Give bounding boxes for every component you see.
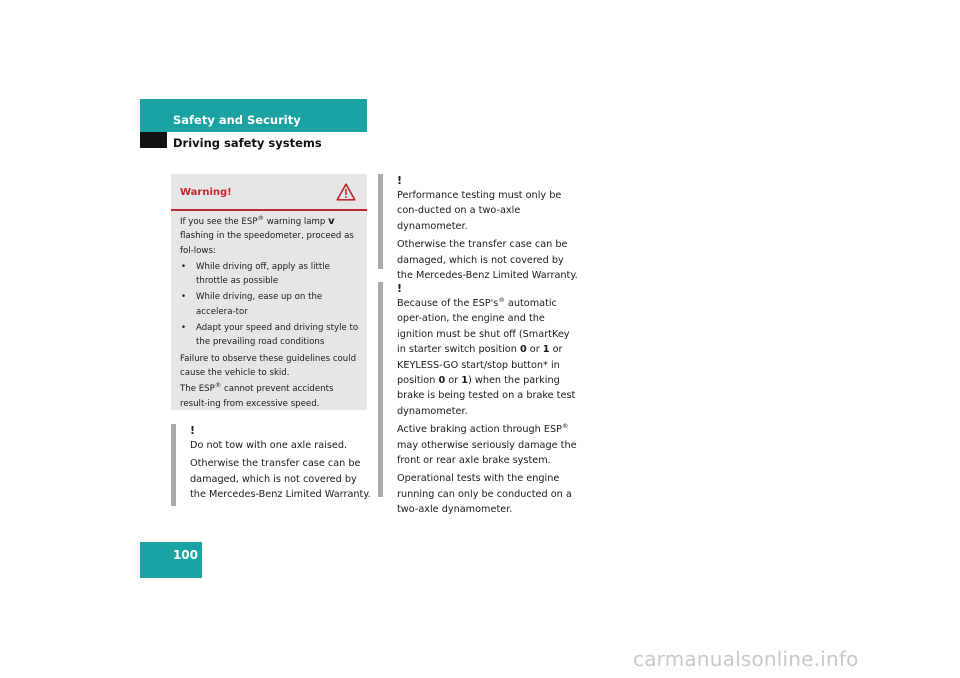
note-esp-brake-test (378, 282, 580, 516)
note-text: Performance testing must only be con-ducted on a two-axle dynamometer. (397, 190, 562, 232)
warning-bullet-list (180, 260, 363, 350)
note-text: Because of the ESP's® automatic oper-ation, the engine and the ignition must be shut off (SmartKey in starter switch position 0 or 1 or KEYLESS-GO start/stop button* in position 0 or 1) when the parking brake is being tested on a brake test dynamometer. (397, 295, 576, 417)
warning-header (171, 174, 367, 211)
warning-triangle-icon (336, 183, 356, 201)
note-text: Operational tests with the engine running can only be conducted on a two-axle dynamometer. (397, 473, 572, 516)
warning-esp-text: The ESP® cannot prevent accidents result-ing from excessive speed. (180, 381, 334, 409)
warning-label: Warning! (180, 187, 232, 198)
note-text: Otherwise the transfer case can be damaged, which is not covered by the Mercedes-Benz Limited Warranty. (397, 239, 578, 282)
section-tab-marker (140, 132, 167, 148)
notice-icon: ! (397, 282, 403, 295)
list-item: • While driving, ease up on the accelera-tor (180, 290, 363, 319)
page-number: 100 (172, 548, 198, 562)
warning-body (180, 215, 363, 413)
page-number-box (140, 542, 202, 578)
esp-warning-lamp-icon: v (328, 216, 335, 227)
list-item: • Adapt your speed and driving style to the prevailing road conditions (180, 321, 363, 350)
notice-icon: ! (190, 424, 196, 437)
warning-box (171, 174, 367, 410)
note-text: Do not tow with one axle raised. (190, 440, 348, 451)
section-title: Safety and Security (173, 113, 301, 127)
warning-failure-text: Failure to observe these guidelines could cause the vehicle to skid. (180, 353, 357, 378)
list-item: • While driving off, apply as little throttle as possible (180, 260, 363, 289)
notice-icon: ! (397, 174, 403, 187)
warning-intro: If you see the ESP® warning lamp v flashing in the speedometer, proceed as fol-lows: (180, 214, 354, 256)
note-performance-testing (378, 174, 580, 282)
watermark: carmanualsonline.info (633, 647, 859, 671)
note-towing (171, 424, 372, 506)
note-text: Otherwise the transfer case can be damaged, which is not covered by the Mercedes-Benz Limited Warranty. (190, 458, 371, 501)
note-text: Active braking action through ESP® may otherwise seriously damage the front or rear axle brake system. (397, 422, 577, 467)
subsection-title: Driving safety systems (173, 136, 322, 150)
